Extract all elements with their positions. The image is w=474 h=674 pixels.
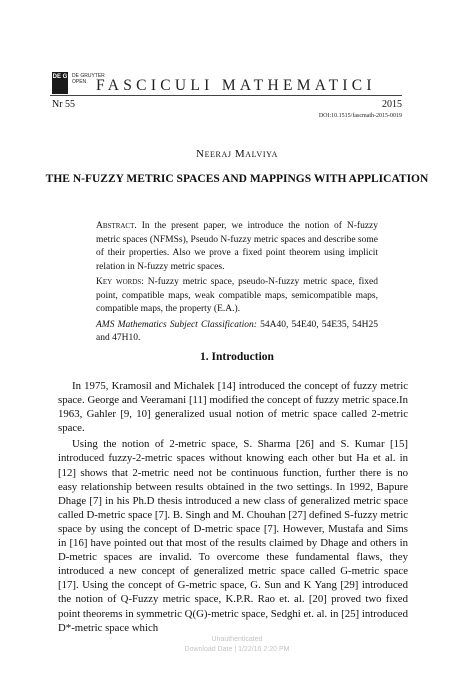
paragraph: Using the notion of 2-metric space, S. Sharma [26] and S. Kumar [15] introduced fuzzy-2-metric spaces without knowing each other but Ha et al. in [12] shows that 2-metric need not be continuous function, further there is no easy relationship between results obtained in the two settings. In 1992, Bapure Dhage [7] in his Ph.D thesis introduced a new class of generalized metric space called D-metric space [7]. B. Singh and M. Chouhan [27] defined S-fuzzy metric space by using the concept of D-metric space [7]. However, Mustafa and Sims in [16] have pointed out that most of the results claimed by Dhage and others in D-metric spaces are invalid. To overcome these fundamental flaws, they introduced a new concept of generalized metric space called G-metric space [17]. Using the concept of G-metric space, G. Sun and K Yang [29] introduced the notion of Q-Fuzzy metric space, K.P.R. Rao et. al. [20] proved two fixed point theorems in symmetric Q(G)-metric space, Sedghi et. al. in [25] introduced D*-metric space which — [58, 438, 408, 634]
ams-paragraph — [96, 319, 378, 346]
doi: DOI:10.1515/fascmath-2015-0019 — [318, 113, 402, 119]
section-body — [58, 379, 408, 635]
keywords-text: N-fuzzy metric space, pseudo-N-fuzzy metric space, fixed point, compatible maps, weak compatible maps, semicompatible maps, compatible maps, the property (E.A.). — [96, 277, 378, 314]
keywords-label: Key words: — [96, 277, 144, 287]
publisher-line1: DE GRUYTER — [72, 73, 105, 79]
watermark-line1: Unauthenticated — [211, 636, 263, 643]
section-heading: 1. Introduction — [200, 351, 274, 363]
paper-title: THE N-FUZZY METRIC SPACES AND MAPPINGS WITH APPLICATION — [45, 173, 429, 185]
issue-number: Nr 55 — [52, 99, 76, 110]
abstract-paragraph — [96, 220, 378, 274]
issue-year: 2015 — [382, 99, 402, 110]
abstract-block — [96, 220, 378, 346]
abstract-label: Abstract. — [96, 221, 137, 231]
abstract-text: In the present paper, we introduce the notion of N-fuzzy metric spaces (NFMSs), Pseudo N-fuzzy metric spaces and describe some of their properties. Also we prove a fixed point theorem using implicit relation in N-fuzzy metric spaces. — [96, 221, 378, 272]
watermark-line2: Download Date | 1/22/16 2:20 PM — [184, 646, 290, 653]
header-rule — [50, 95, 402, 96]
publisher-line2: OPEN — [72, 79, 87, 85]
keywords-paragraph — [96, 276, 378, 317]
author-name: Neeraj Malviya — [196, 148, 278, 160]
ams-codes: 54A40, 54E40, 54E35, 54H25 and 47H10. — [96, 319, 378, 343]
paragraph: In 1975, Kramosil and Michalek [14] introduced the concept of fuzzy metric space. George and Veeramani [11] modified the concept of fuzzy metric space.In 1963, Gahler [9, 10] generalized usual notion of metric space called 2-metric space. — [58, 380, 408, 435]
publisher-logo: DE G — [52, 72, 68, 94]
ams-label: AMS Mathematics Subject Classification: — [96, 319, 257, 330]
journal-name: FASCICULI MATHEMATICI — [96, 77, 376, 94]
